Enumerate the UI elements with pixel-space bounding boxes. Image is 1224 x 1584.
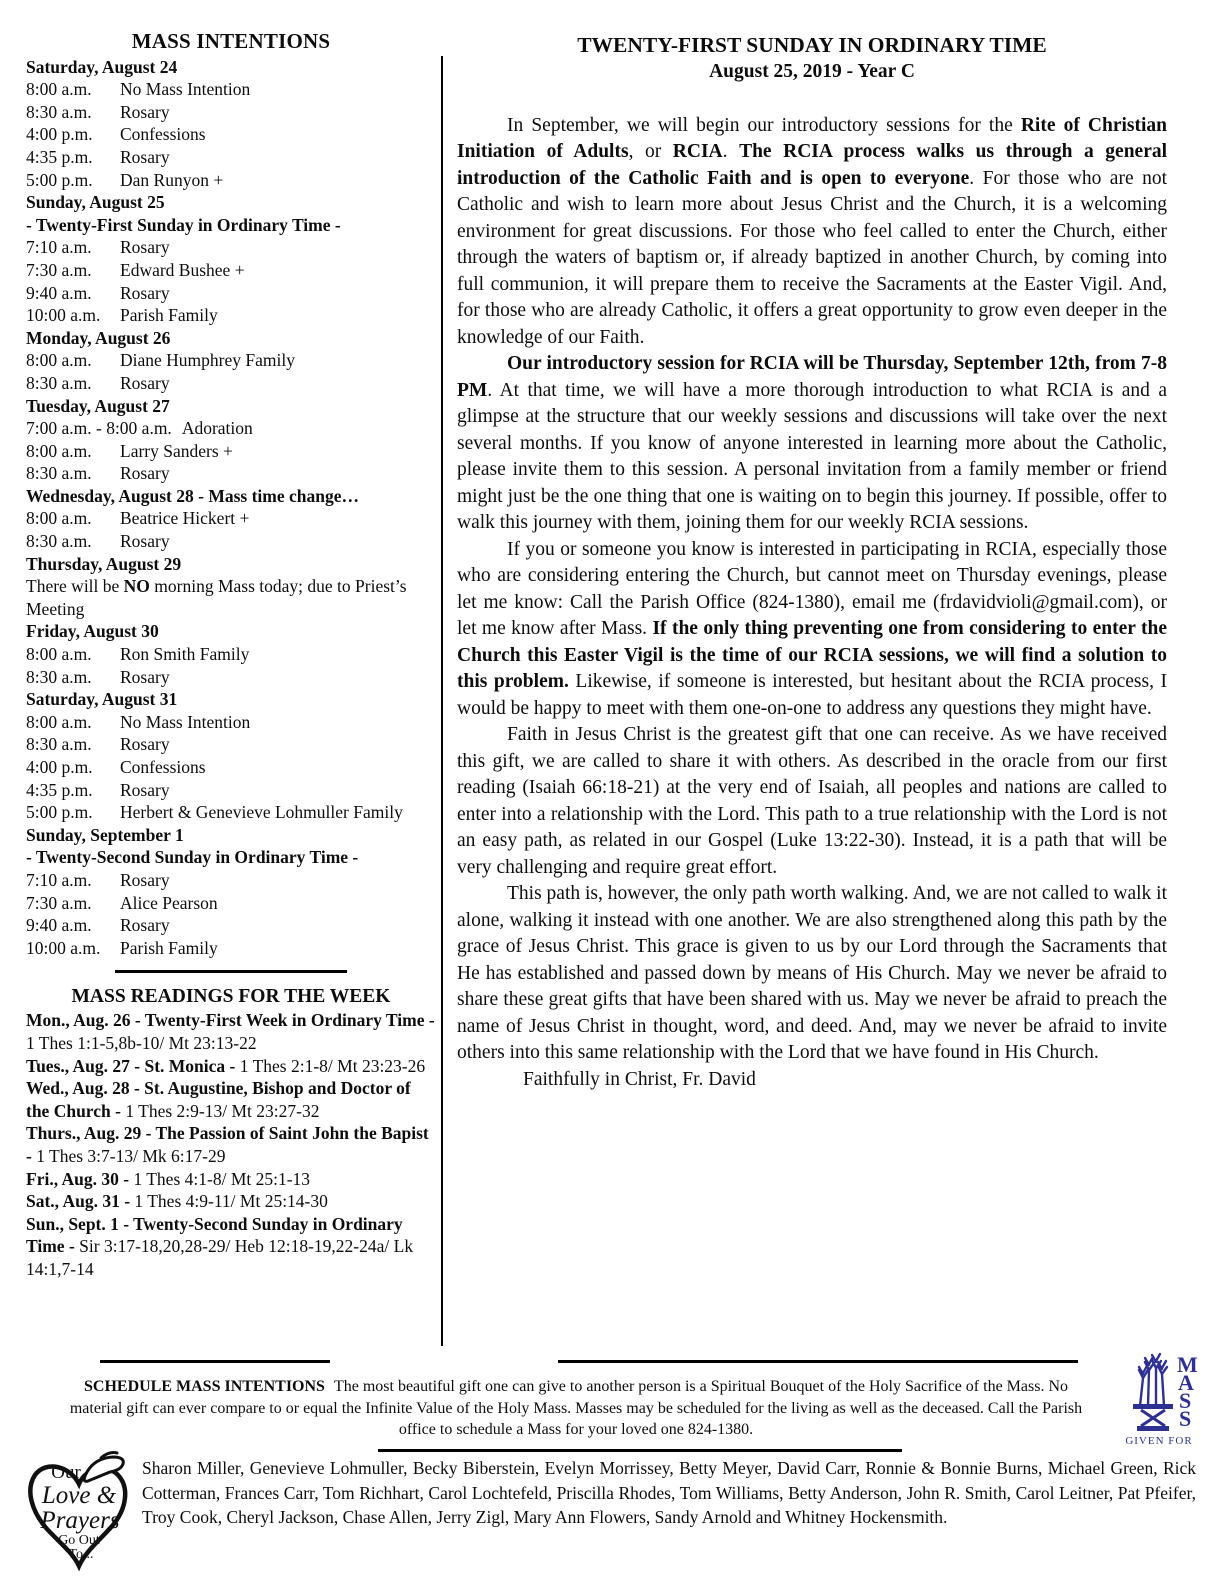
mass-intentions-title: MASS INTENTIONS xyxy=(131,29,331,53)
reading-item: Thurs., Aug. 29 - The Passion of Saint John the Bapist - 1 Thes 3:7-13/ Mk 6:17-29 xyxy=(26,1123,429,1166)
right-column xyxy=(457,32,1167,1093)
homily-paragraph: If you or someone you know is interested in participating in RCIA, especially those who are considering entering the Church, but cannot meet on Thursday evenings, please let me know: Call the Parish Office (824-1380), email me (frdavidvioli@gmail.com), or let me know after Mass. If the only thing preventing one from considering to enter the Church this Easter Vigil is the time of our RCIA sessions, we will find a solution to this problem. Likewise, if someone is interested, but hesitant about the RCIA process, I would be happy to meet with them one-on-one to address any questions they might have. xyxy=(457,538,1168,719)
intention-entry xyxy=(26,711,436,734)
intention-time: 8:30 a.m. xyxy=(26,666,92,687)
homily-paragraph: This path is, however, the only path worth walking. And, we are not called to walk it alone, walking it instead with one another. We are also strengthened along this path by the grace of Jesus Christ. This grace is given to us by our Lord through the Sacraments that He has established and passed down by means of His Church. May we never be afraid to share these great gifts that have been shared with us. May we never be afraid to preach the name of Jesus Christ in thought, word, and deed. And, may we never be afraid to invite others into this same relationship with the Lord that we have found in His Church. xyxy=(457,883,1167,1063)
reading-item: Mon., Aug. 26 - Twenty-First Week in Ordinary Time - 1 Thes 1:1-5,8b-10/ Mt 23:13-22 xyxy=(26,1010,435,1054)
reading-lead: Thurs., Aug. 29 - The Passion of Saint John the Bapist - xyxy=(26,1123,429,1166)
reading-lead: Wed., Aug. 28 - St. Augustine, Bishop and Doctor of the Church - xyxy=(26,1078,411,1121)
bottom-rule-right xyxy=(558,1360,1078,1363)
mass-day xyxy=(26,824,436,960)
intention-entry xyxy=(26,507,436,530)
intention-desc: Rosary xyxy=(120,915,170,936)
intention-desc: Beatrice Hickert + xyxy=(120,508,250,529)
homily-body xyxy=(457,113,1167,1094)
intention-entry xyxy=(26,372,436,395)
day-header: Tuesday, August 27 xyxy=(26,395,170,416)
intention-time: 5:00 p.m. xyxy=(26,169,93,190)
intention-desc: Adoration xyxy=(181,418,253,439)
intention-desc: Rosary xyxy=(120,282,170,303)
reading-item: Sat., Aug. 31 - 1 Thes 4:9-11/ Mt 25:14-30 xyxy=(26,1191,328,1212)
day-subheader: - Twenty-Second Sunday in Ordinary Time - xyxy=(26,847,359,868)
day-header: Friday, August 30 xyxy=(26,621,159,642)
intention-desc: Dan Runyon + xyxy=(120,169,224,190)
day-header: Sunday, September 1 xyxy=(26,824,184,845)
reading-lead: Fri., Aug. 30 - xyxy=(26,1168,134,1189)
intention-time: 7:00 a.m. - 8:00 a.m. xyxy=(26,418,172,439)
intention-desc: Rosary xyxy=(120,463,170,484)
intention-desc: Rosary xyxy=(120,869,170,890)
intention-time: 9:40 a.m. xyxy=(26,915,92,936)
intention-time: 4:00 p.m. xyxy=(26,124,93,145)
reading-lead: Sun., Sept. 1 - Twenty-Second Sunday in Ordinary Time - xyxy=(26,1213,403,1257)
intention-desc: Alice Pearson xyxy=(120,892,218,913)
emblem-letter-s2: S xyxy=(1179,1406,1192,1431)
intention-entry xyxy=(26,236,436,259)
intention-time: 7:10 a.m. xyxy=(26,237,92,258)
intention-time: 10:00 a.m. xyxy=(26,937,101,958)
logo-line-love: Love & xyxy=(41,1482,117,1509)
intention-time: 8:30 a.m. xyxy=(26,734,92,755)
intention-time: 7:30 a.m. xyxy=(26,259,92,280)
homily-paragraph: In September, we will begin our introductory sessions for the Rite of Christian Initiation of Adults, or RCIA. The RCIA process walks us through a general introduction of the Catholic Faith and is open to everyone. For those who are not Catholic and wish to learn more about Jesus Christ and the Church, it is a welcoming environment for great discussions. For those who feel called to enter the Church, either through the waters of baptism or, if already baptized in another Church, by coming into full communion, it will prepare them to receive the Sacraments at the Easter Vigil. And, for those who are already Catholic, it offers a great opportunity to grow even deeper in the knowledge of our Faith. xyxy=(457,114,1168,348)
intention-desc: Rosary xyxy=(120,734,170,755)
intention-entry xyxy=(26,869,436,892)
intention-time: 10:00 a.m. xyxy=(26,305,101,326)
intention-time: 8:30 a.m. xyxy=(26,372,92,393)
logo-line-prayers: Prayers xyxy=(40,1507,120,1534)
mass-day xyxy=(26,688,436,824)
intention-desc: Rosary xyxy=(120,101,170,122)
intention-entry xyxy=(26,914,436,937)
prayer-list-section xyxy=(24,1448,1196,1576)
mass-day xyxy=(26,620,436,688)
intention-desc: Rosary xyxy=(120,531,170,552)
love-and-prayers-heart-icon xyxy=(24,1448,134,1576)
reading-lead: Mon., Aug. 26 - Twenty-First Week in Ordinary Time - xyxy=(26,1010,435,1031)
intention-entry xyxy=(26,349,436,372)
intention-desc: Confessions xyxy=(120,757,206,777)
intention-time: 4:35 p.m. xyxy=(26,146,93,167)
intention-desc: Parish Family xyxy=(120,305,218,326)
day-header: Saturday, August 24 xyxy=(26,56,178,77)
intention-entry xyxy=(26,78,436,101)
intention-entry xyxy=(26,259,436,282)
intention-time: 8:00 a.m. xyxy=(26,508,92,529)
intention-desc: Herbert & Genevieve Lohmuller Family xyxy=(120,802,403,823)
intention-entry xyxy=(26,169,436,192)
intention-entry xyxy=(26,282,436,305)
mass-day xyxy=(26,327,436,395)
logo-line-goout: Go Out xyxy=(58,1533,100,1548)
intention-entry xyxy=(26,530,436,553)
intention-entry xyxy=(26,462,436,485)
mass-day xyxy=(26,395,436,485)
intention-time: 5:00 p.m. xyxy=(26,802,93,823)
bold-run: Our introductory session for RCIA will be Thursday, September 12th, from 7-8 PM xyxy=(457,353,1167,401)
intention-time: 8:00 a.m. xyxy=(26,711,92,732)
mass-readings-list xyxy=(26,1009,436,1280)
intention-time: 8:00 a.m. xyxy=(26,644,92,665)
intention-time: 8:30 a.m. xyxy=(26,531,92,552)
intention-note: There will be NO morning Mass today; due to Priest’s Meeting xyxy=(26,576,407,619)
bold-run: NO xyxy=(123,576,150,597)
emblem-caption: GIVEN FOR xyxy=(1125,1435,1193,1447)
intention-desc: Rosary xyxy=(120,372,170,393)
day-subheader: - Twenty-First Sunday in Ordinary Time - xyxy=(26,214,341,235)
emblem-letter-s1: S xyxy=(1179,1388,1192,1413)
intention-desc: No Mass Intention xyxy=(120,79,251,100)
mass-day xyxy=(26,56,436,192)
intention-time: 4:00 p.m. xyxy=(26,757,93,777)
mass-day xyxy=(26,191,436,327)
intention-desc: No Mass Intention xyxy=(120,711,251,732)
reading-item: Wed., Aug. 28 - St. Augustine, Bishop and Doctor of the Church - 1 Thes 2:9-13/ Mt 23:27-32 xyxy=(26,1078,411,1121)
intention-entry xyxy=(26,733,436,756)
intention-desc: Rosary xyxy=(120,237,170,258)
day-header: Monday, August 26 xyxy=(26,327,171,348)
schedule-text: The most beautiful gift one can give to another person is a Spiritual Bouquet of the Holy Sacrifice of the Mass. No material gift can ever compare to or equal the Infinite Value of the Holy Mass. Masses may be scheduled for the living as well as the deceased. Call the Parish office to schedule a Mass for your loved one 824-1380. xyxy=(69,1378,1083,1438)
mass-intentions-list xyxy=(26,56,436,960)
homily-paragraph: Faith in Jesus Christ is the greatest gift that one can receive. As we have received this gift, we are called to share it with others. As described in the oracle from our first reading (Isaiah 66:18-21) at the very end of Isaiah, all peoples and nations are called to enter into a relationship with the Lord. This path to a true relationship with the Lord is not an easy path, as related in our Gospel (Luke 13:22-30). Instead, it is a path that will be very challenging and require great effort. xyxy=(457,724,1167,878)
prayer-names: Sharon Miller, Genevieve Lohmuller, Becky Biberstein, Evelyn Morrissey, Betty Meyer, David Carr, Ronnie & Bonnie Burns, Michael Green, Rick Cotterman, Frances Carr, Tom Richhart, Carol Lochtefeld, Priscilla Rhodes, Tom Williams, Betty Anderson, John R. Smith, Carol Leitner, Pat Pfeifer, Troy Cook, Cheryl Jackson, Chase Allen, Jerry Zigl, Mary Ann Flowers, Sandy Arnold and Whitney Hockensmith. xyxy=(142,1458,1196,1528)
day-header: Wednesday, August 28 - Mass time change… xyxy=(26,485,360,506)
intention-desc: Rosary xyxy=(120,779,170,800)
bold-run: The RCIA process walks us through a general introduction of the Catholic Faith and is open to everyone xyxy=(457,141,1168,189)
left-column xyxy=(26,30,436,1281)
mass-day xyxy=(26,485,436,553)
intention-time: 8:00 a.m. xyxy=(26,350,92,371)
intention-desc: Diane Humphrey Family xyxy=(120,350,295,371)
reading-item: Tues., Aug. 27 - St. Monica - 1 Thes 2:1-8/ Mt 23:23-26 xyxy=(26,1055,426,1076)
bold-run: If the only thing preventing one from considering to enter the Church this Easter Vigil is the time of our RCIA sessions, we will find a solution to this problem. xyxy=(457,618,1167,692)
day-header: Sunday, August 25 xyxy=(26,192,165,213)
mass-given-for-emblem xyxy=(1115,1344,1203,1448)
intention-time: 7:10 a.m. xyxy=(26,869,92,890)
reading-lead: Tues., Aug. 27 - St. Monica - xyxy=(26,1055,240,1076)
emblem-letter-m: M xyxy=(1177,1352,1198,1377)
intention-entry xyxy=(26,146,436,169)
intention-time: 8:30 a.m. xyxy=(26,463,92,484)
emblem-letter-a: A xyxy=(1178,1370,1194,1395)
intention-entry xyxy=(26,101,436,124)
reading-item: Sun., Sept. 1 - Twenty-Second Sunday in Ordinary Time - Sir 3:17-18,20,28-29/ Heb 12:18-19,22-24a/ Lk 14:1,7-14 xyxy=(26,1213,414,1279)
intention-entry xyxy=(26,779,436,802)
intention-desc: Ron Smith Family xyxy=(120,644,250,665)
homily-closing: Faithfully in Christ, Fr. David xyxy=(523,1068,756,1090)
homily-subtitle: August 25, 2019 - Year C xyxy=(709,61,915,82)
intention-time: 8:00 a.m. xyxy=(26,79,92,100)
schedule-lead: SCHEDULE MASS INTENTIONS xyxy=(84,1378,325,1395)
homily-title: TWENTY-FIRST SUNDAY IN ORDINARY TIME xyxy=(577,33,1047,57)
intention-entry xyxy=(26,643,436,666)
logo-line-to: To... xyxy=(68,1547,94,1562)
intention-desc: Rosary xyxy=(120,666,170,687)
intention-time: 8:30 a.m. xyxy=(26,101,92,122)
intention-entry xyxy=(26,801,436,824)
intention-desc: Confessions xyxy=(120,124,206,145)
intention-time: 4:35 p.m. xyxy=(26,779,93,800)
intention-desc: Rosary xyxy=(120,146,170,167)
intention-entry xyxy=(26,123,436,146)
day-header: Saturday, August 31 xyxy=(26,689,178,710)
altar-cross-legs xyxy=(1141,1410,1165,1426)
intention-entry xyxy=(26,937,436,960)
bold-run: Rite of Christian Initiation of Adults xyxy=(457,114,1167,162)
bottom-rule-left xyxy=(100,1360,330,1363)
reading-lead: Sat., Aug. 31 - xyxy=(26,1191,135,1212)
intention-entry xyxy=(26,666,436,689)
intention-entry xyxy=(26,440,436,463)
intention-entry xyxy=(26,417,436,440)
mass-readings-title: MASS READINGS FOR THE WEEK xyxy=(71,985,391,1007)
intention-desc: Larry Sanders + xyxy=(120,440,233,461)
intention-time: 9:40 a.m. xyxy=(26,282,92,303)
reading-item: Fri., Aug. 30 - 1 Thes 4:1-8/ Mt 25:1-13 xyxy=(26,1168,311,1189)
intention-desc: Parish Family xyxy=(120,937,218,958)
mass-day xyxy=(26,553,436,621)
intention-time: 7:30 a.m. xyxy=(26,892,92,913)
intention-desc: Edward Bushee + xyxy=(120,259,245,280)
intention-entry xyxy=(26,304,436,327)
homily-paragraph: Our introductory session for RCIA will be Thursday, September 12th, from 7-8 PM. At that time, we will have a more thorough introduction to what RCIA is and a glimpse at the structure that our weekly sessions and discussions will take over the next several months. If you know of anyone interested in learning more about the Catholic, please invite them to this session. A personal invitation from a family member or friend might just be the one thing that one is waiting on to begin this journey. If possible, offer to walk this journey with them, joining them for our weekly RCIA sessions. xyxy=(457,353,1167,533)
left-column-divider-rule xyxy=(115,970,347,973)
day-header: Thursday, August 29 xyxy=(26,553,182,574)
intention-entry xyxy=(26,756,436,779)
intention-entry xyxy=(26,892,436,915)
bold-run: RCIA xyxy=(672,141,723,162)
column-divider-line xyxy=(441,56,443,1346)
intention-time: 8:00 a.m. xyxy=(26,440,92,461)
schedule-mass-intentions-paragraph xyxy=(62,1376,1090,1441)
logo-line-our: Our xyxy=(51,1462,81,1483)
wheat-sheaf-icon xyxy=(1139,1354,1167,1406)
